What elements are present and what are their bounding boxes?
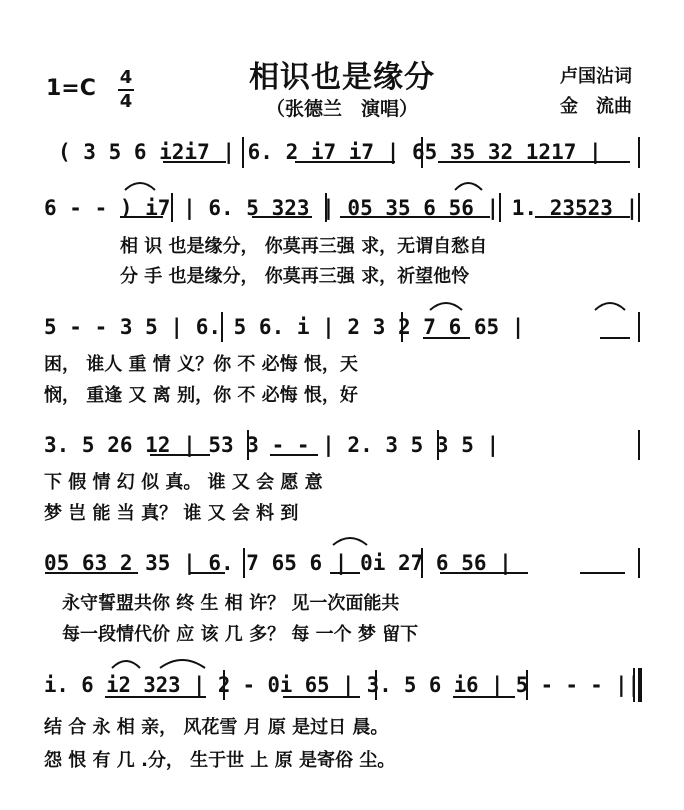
time-signature-top: 4 <box>119 67 133 88</box>
lyricist-credit: 卢国沾词 <box>560 66 632 87</box>
notation-line-5: 05 63 2 35 | 6. 7 65 6 | 0i 27 6 56 | <box>44 551 512 575</box>
composer-credit: 金 流曲 <box>560 96 632 117</box>
time-signature-bottom: 4 <box>119 91 133 112</box>
lyric-line-3b: 悯， 重逢 又 离 别，你 不 必悔 恨，好 <box>44 385 358 406</box>
lyric-line-4b: 梦 岂 能 当 真？ 谁 又 会 料 到 <box>44 503 299 524</box>
lyric-line-6b: 怨 恨 有 几 .分， 生于世 上 原 是寄俗 尘。 <box>44 750 396 771</box>
lyric-line-4a: 下 假 情 幻 似 真。 谁 又 会 愿 意 <box>44 472 323 493</box>
lyric-line-2b: 分 手 也是缘分， 你莫再三强 求，祈望他怜 <box>120 266 470 287</box>
key-signature: 1=C <box>46 76 96 101</box>
song-title: 相识也是缘分 <box>249 60 435 95</box>
lyric-line-6a: 结 合 永 相 亲， 风花雪 月 原 是过日 晨。 <box>44 717 389 738</box>
notation-line-4: 3. 5 26 12 | 53 3 - - | 2. 3 5 3 5 | <box>44 433 500 457</box>
performer-subtitle: （张德兰 演唱） <box>265 98 418 120</box>
notation-line-3: 5 - - 3 5 | 6. 5 6. i | 2 3 2 7 6 65 | <box>44 315 525 339</box>
notation-line-1: ( 3 5 6 i2i7 | 6. 2 i7 i7 | 65 35 32 1217 | <box>58 140 602 164</box>
lyric-line-5a: 永守誓盟共你 终 生 相 许？ 见一次面能共 <box>62 593 400 614</box>
lyric-line-2a: 相 识 也是缘分， 你莫再三强 求，无谓自愁自 <box>120 236 488 257</box>
lyric-line-3a: 困， 谁人 重 情 义？你 不 必悔 恨，天 <box>44 354 358 375</box>
notation-line-2: 6 - - ) i7 | 6. 5 323 | 05 35 6 56 | 1. 23523 | <box>44 196 639 220</box>
notation-line-6: i. 6 i2 323 | 2 - 0i 65 | 3. 5 6 i6 | 5 - - - || <box>44 673 640 697</box>
lyric-line-5b: 每一段情代价 应 该 几 多？ 每 一个 梦 留下 <box>62 624 419 645</box>
